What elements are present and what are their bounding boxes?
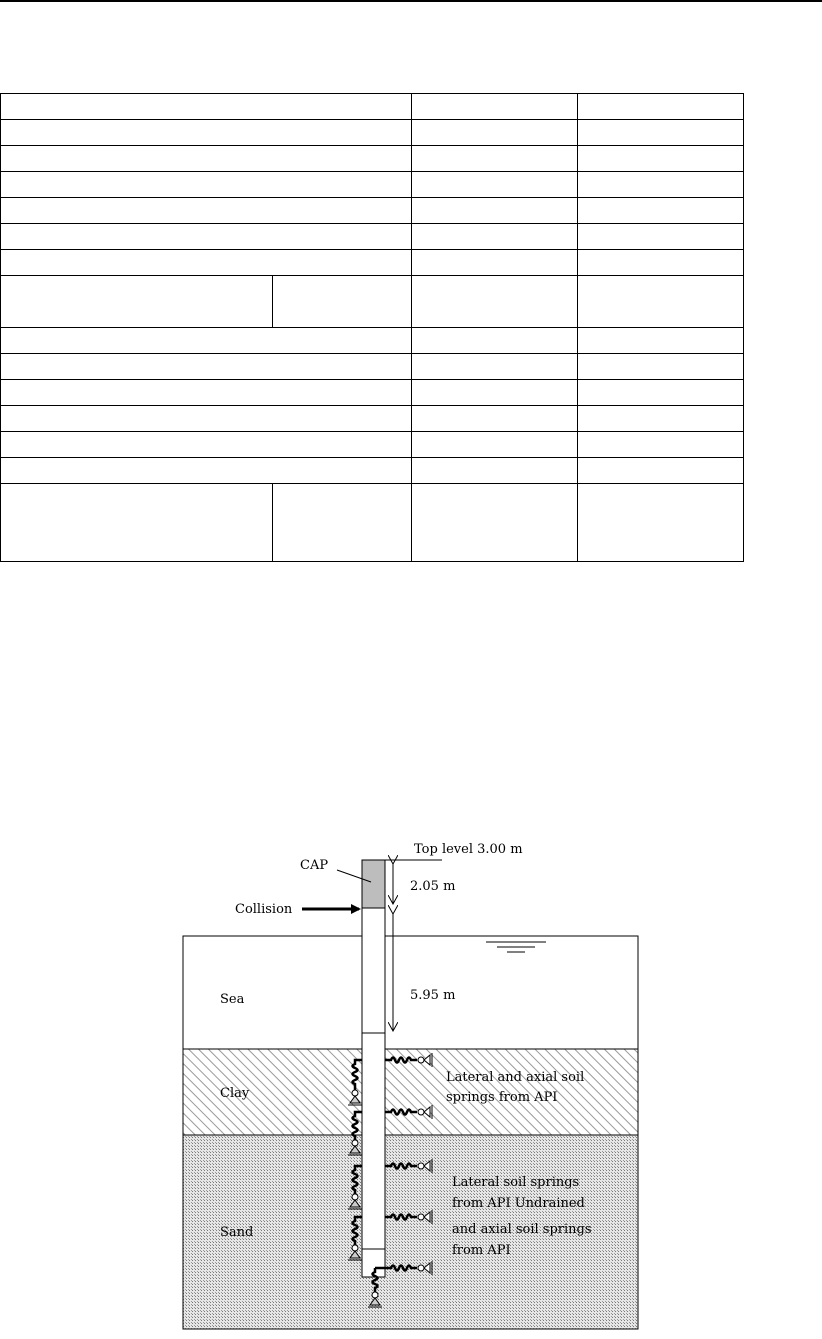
sand-label: Sand [220,1225,254,1240]
clay-label: Clay [220,1086,250,1101]
table-cell-label [1,146,412,172]
table-cell-label [1,406,412,432]
table-cell-label [1,172,412,198]
table-row [1,224,744,250]
table-cell-label [1,328,412,354]
table-cell-value-2 [578,276,744,328]
pile-shaft [362,908,385,1277]
property-table [0,93,744,562]
table-cell-label [1,458,412,484]
clay-layer [183,1049,638,1135]
table-cell-value-2 [578,432,744,458]
pile-soil-diagram [0,830,822,1339]
collision-label: Collision [235,902,293,917]
table-cell-value-2 [578,172,744,198]
table-cell-sublabel [273,276,412,328]
sea-label: Sea [220,992,245,1007]
table-cell-value-1 [412,172,578,198]
table-cell-value-1 [412,198,578,224]
table-row [1,432,744,458]
header-rule-tick [818,0,822,2]
table-cell-label [1,94,412,120]
table-cell-value-1 [412,354,578,380]
table-cell-label [1,432,412,458]
table-row [1,458,744,484]
dimension-cap-label: 2.05 m [410,879,456,894]
sand-note-line-4: from API [452,1243,511,1258]
table-cell-value-1 [412,380,578,406]
clay-note-line-1: Lateral and axial soil [446,1070,585,1085]
top-level-label: Top level 3.00 m [414,842,523,857]
table-cell-value-1 [412,250,578,276]
sand-note-line-2: from API Undrained [452,1196,585,1211]
table-row [1,276,744,328]
sand-note-line-3: and axial soil springs [452,1222,592,1237]
table-cell-value-2 [578,354,744,380]
table-cell-value-1 [412,328,578,354]
table-cell-value-1 [412,276,578,328]
table-cell-value-1 [412,458,578,484]
table-cell-value-2 [578,120,744,146]
table-cell-value-2 [578,328,744,354]
clay-note-line-2: springs from API [446,1090,558,1105]
header-rule [0,0,822,2]
table-cell-label [1,198,412,224]
table-row [1,146,744,172]
table-cell-value-2 [578,198,744,224]
table-cell-label [1,250,412,276]
table-cell-label [1,224,412,250]
table-row [1,406,744,432]
table-row [1,328,744,354]
pile-cap [362,860,385,908]
table-cell-value-2 [578,250,744,276]
table-row [1,484,744,562]
table-cell-label [1,354,412,380]
table-row [1,120,744,146]
table-cell-value-2 [578,458,744,484]
table-row [1,198,744,224]
table-cell-label [1,380,412,406]
table-cell-value-2 [578,406,744,432]
table-row [1,172,744,198]
table-cell-sublabel [273,484,412,562]
table-cell-label [1,484,273,562]
table-cell-value-2 [578,146,744,172]
table-cell-value-1 [412,406,578,432]
table-cell-value-1 [412,120,578,146]
table-cell-value-2 [578,484,744,562]
table-cell-value-2 [578,380,744,406]
table-cell-label [1,120,412,146]
table-cell-value-1 [412,484,578,562]
table-row [1,94,744,120]
table-row [1,250,744,276]
table-row [1,380,744,406]
table-cell-value-1 [412,146,578,172]
table-cell-value-2 [578,224,744,250]
table-cell-value-2 [578,94,744,120]
table-cell-value-1 [412,94,578,120]
table-row [1,354,744,380]
table-cell-value-1 [412,224,578,250]
dimension-sea-label: 5.95 m [410,988,456,1003]
table-cell-label [1,276,273,328]
table-cell-value-1 [412,432,578,458]
sand-note-line-1: Lateral soil springs [452,1175,580,1190]
cap-label: CAP [300,858,329,873]
